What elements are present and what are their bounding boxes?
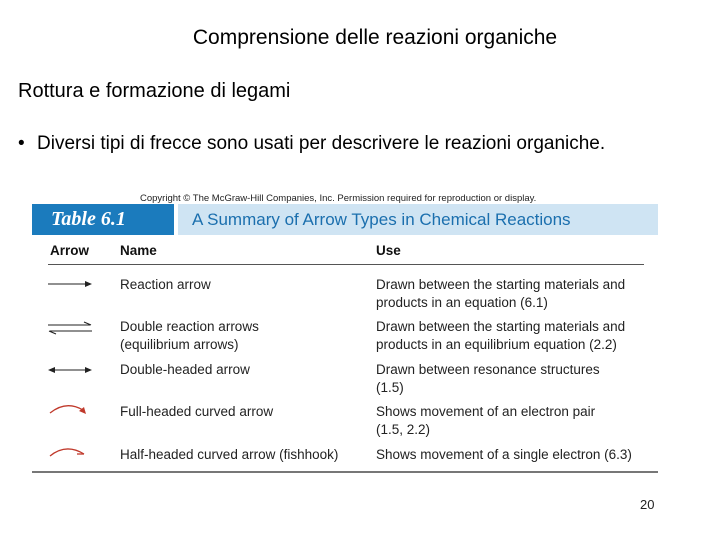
- reaction-arrow-icon: [46, 278, 94, 290]
- double-headed-arrow-icon: [46, 364, 94, 376]
- bullet-text: Diversi tipi di frecce sono usati per descrivere le reazioni organiche.: [37, 133, 606, 154]
- table-label: Table 6.1: [32, 204, 174, 235]
- slide-subtitle: Rottura e formazione di legami: [18, 80, 291, 102]
- table-row-name: Half-headed curved arrow (fishhook): [120, 447, 339, 462]
- full-headed-curved-arrow-icon: [46, 400, 94, 418]
- column-header-use: Use: [376, 243, 401, 258]
- bullet-marker: •: [18, 133, 25, 154]
- page-number: 20: [640, 497, 655, 512]
- table-row-use: Drawn between resonance structures (1.5): [376, 362, 600, 395]
- table-row-name: Full-headed curved arrow: [120, 404, 274, 419]
- copyright-notice: Copyright © The McGraw-Hill Companies, Inc. Permission required for reproduction or display.: [140, 193, 537, 204]
- table-title: A Summary of Arrow Types in Chemical Reactions: [178, 204, 658, 235]
- column-header-name: Name: [120, 243, 157, 258]
- table-row-use: Shows movement of a single electron (6.3): [376, 447, 632, 462]
- table-row-use: Drawn between the starting materials and products in an equilibrium equation (2.2): [376, 319, 626, 352]
- table-row-name: Double reaction arrows (equilibrium arrows): [120, 319, 259, 352]
- table-row-use: Drawn between the starting materials and products in an equation (6.1): [376, 277, 626, 310]
- half-headed-curved-arrow-icon: [46, 443, 94, 461]
- table-header: [32, 204, 658, 235]
- header-rule: [48, 264, 644, 265]
- table-row-use: Shows movement of an electron pair (1.5, 2.2): [376, 404, 596, 437]
- table-row-name: Reaction arrow: [120, 277, 211, 292]
- double-reaction-arrows-icon: [46, 321, 94, 335]
- slide-title: Comprensione delle reazioni organiche: [192, 26, 558, 49]
- table-bottom-rule: [32, 471, 658, 473]
- bullet-item: [18, 131, 684, 156]
- column-header-arrow: Arrow: [50, 243, 90, 258]
- table-row-name: Double-headed arrow: [120, 362, 250, 377]
